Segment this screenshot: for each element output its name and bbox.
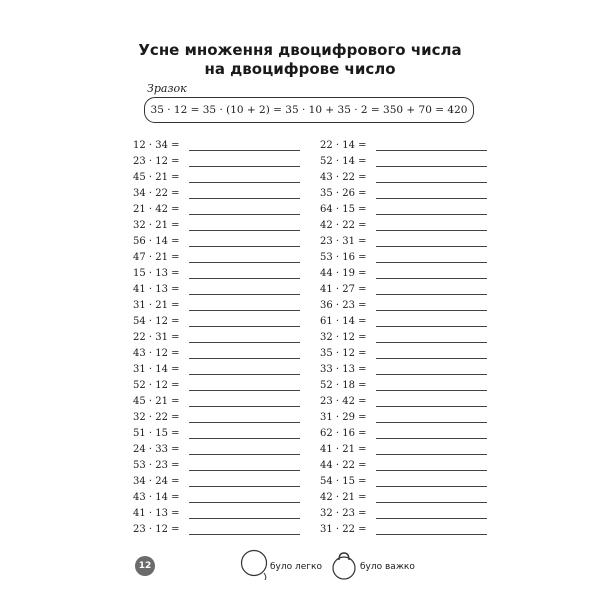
answer-line[interactable] xyxy=(189,150,300,151)
exercise-expression: 15 · 13 = xyxy=(133,268,180,279)
exercise-expression: 41 · 13 = xyxy=(133,508,180,519)
answer-line[interactable] xyxy=(189,486,300,487)
answer-line[interactable] xyxy=(376,278,487,279)
answer-line[interactable] xyxy=(189,294,300,295)
exercise-expression: 31 · 22 = xyxy=(320,524,367,535)
exercise-row xyxy=(133,410,180,426)
answer-line[interactable] xyxy=(189,438,300,439)
exercise-row xyxy=(133,426,180,442)
exercise-expression: 43 · 14 = xyxy=(133,492,180,503)
answer-line[interactable] xyxy=(189,230,300,231)
exercise-row xyxy=(133,234,180,250)
answer-line[interactable] xyxy=(189,470,300,471)
exercise-expression: 43 · 12 = xyxy=(133,348,180,359)
answer-line[interactable] xyxy=(376,470,487,471)
answer-line[interactable] xyxy=(376,518,487,519)
exercise-row xyxy=(133,298,180,314)
exercise-expression: 54 · 12 = xyxy=(133,316,180,327)
answer-line[interactable] xyxy=(376,182,487,183)
answer-line[interactable] xyxy=(189,214,300,215)
exercise-row xyxy=(320,410,367,426)
exercise-expression: 47 · 21 = xyxy=(133,252,180,263)
easy-label: було легко xyxy=(270,562,322,572)
exercise-expression: 32 · 22 = xyxy=(133,412,180,423)
left-column xyxy=(133,138,180,538)
exercise-row xyxy=(133,394,180,410)
exercise-row xyxy=(320,378,367,394)
answer-line[interactable] xyxy=(376,310,487,311)
answer-line[interactable] xyxy=(376,406,487,407)
exercise-row xyxy=(320,250,367,266)
exercise-expression: 44 · 22 = xyxy=(320,460,367,471)
exercise-expression: 53 · 23 = xyxy=(133,460,180,471)
exercise-expression: 23 · 31 = xyxy=(320,236,367,247)
exercise-expression: 62 · 16 = xyxy=(320,428,367,439)
answer-line[interactable] xyxy=(189,310,300,311)
exercise-row xyxy=(133,314,180,330)
hard-label: було важко xyxy=(360,562,415,572)
exercise-row xyxy=(133,346,180,362)
exercise-row xyxy=(133,154,180,170)
exercise-expression: 52 · 12 = xyxy=(133,380,180,391)
exercise-expression: 33 · 13 = xyxy=(320,364,367,375)
page-title-line-2: на двоцифрове число xyxy=(204,60,396,78)
exercise-row xyxy=(320,442,367,458)
exercise-row xyxy=(133,362,180,378)
exercise-row xyxy=(133,458,180,474)
exercise-row xyxy=(320,202,367,218)
exercise-row xyxy=(133,218,180,234)
exercise-row xyxy=(320,490,367,506)
exercise-row xyxy=(320,522,367,538)
exercise-expression: 31 · 14 = xyxy=(133,364,180,375)
answer-line[interactable] xyxy=(376,438,487,439)
kettlebell-icon[interactable] xyxy=(330,551,358,581)
exercise-expression: 24 · 33 = xyxy=(133,444,180,455)
answer-line[interactable] xyxy=(376,214,487,215)
answer-line[interactable] xyxy=(189,342,300,343)
exercise-row xyxy=(320,506,367,522)
answer-line[interactable] xyxy=(189,246,300,247)
exercise-row xyxy=(320,218,367,234)
exercise-row xyxy=(320,154,367,170)
exercise-expression: 64 · 15 = xyxy=(320,204,367,215)
exercise-expression: 35 · 26 = xyxy=(320,188,367,199)
exercise-expression: 41 · 27 = xyxy=(320,284,367,295)
answer-line[interactable] xyxy=(189,454,300,455)
exercise-expression: 61 · 14 = xyxy=(320,316,367,327)
exercise-expression: 43 · 22 = xyxy=(320,172,367,183)
answer-line[interactable] xyxy=(189,262,300,263)
sample-text: 35 · 12 = 35 · (10 + 2) = 35 · 10 + 35 · 2 = 350 + 70 = 420 xyxy=(150,104,468,116)
exercise-expression: 34 · 24 = xyxy=(133,476,180,487)
exercise-expression: 52 · 18 = xyxy=(320,380,367,391)
exercise-row xyxy=(133,282,180,298)
exercise-expression: 44 · 19 = xyxy=(320,268,367,279)
exercise-expression: 32 · 23 = xyxy=(320,508,367,519)
answer-line[interactable] xyxy=(376,534,487,535)
exercise-row xyxy=(320,346,367,362)
exercise-row xyxy=(320,394,367,410)
exercise-row xyxy=(133,138,180,154)
exercise-expression: 41 · 21 = xyxy=(320,444,367,455)
exercise-row xyxy=(133,442,180,458)
exercise-expression: 45 · 21 = xyxy=(133,172,180,183)
exercise-row xyxy=(133,202,180,218)
exercise-row xyxy=(320,426,367,442)
sample-label: Зразок xyxy=(147,82,187,95)
answer-line[interactable] xyxy=(189,374,300,375)
answer-line[interactable] xyxy=(189,326,300,327)
answer-line[interactable] xyxy=(376,374,487,375)
exercise-row xyxy=(320,314,367,330)
answer-line[interactable] xyxy=(376,342,487,343)
answer-line[interactable] xyxy=(376,422,487,423)
answer-line[interactable] xyxy=(189,422,300,423)
exercise-expression: 53 · 16 = xyxy=(320,252,367,263)
exercise-expression: 22 · 31 = xyxy=(133,332,180,343)
exercise-row xyxy=(133,378,180,394)
exercise-expression: 41 · 13 = xyxy=(133,284,180,295)
answer-line[interactable] xyxy=(376,326,487,327)
exercise-row xyxy=(320,458,367,474)
exercise-row xyxy=(320,474,367,490)
exercise-row xyxy=(320,330,367,346)
exercise-expression: 35 · 12 = xyxy=(320,348,367,359)
exercise-row xyxy=(320,266,367,282)
right-column xyxy=(320,138,367,538)
exercise-row xyxy=(133,522,180,538)
exercise-expression: 23 · 42 = xyxy=(320,396,367,407)
answer-line[interactable] xyxy=(376,454,487,455)
answer-line[interactable] xyxy=(376,294,487,295)
exercise-row xyxy=(320,186,367,202)
exercise-row xyxy=(320,298,367,314)
exercise-expression: 36 · 23 = xyxy=(320,300,367,311)
answer-line[interactable] xyxy=(376,246,487,247)
exercise-row xyxy=(133,330,180,346)
page-title-line-1: Усне множення двоцифрового числа xyxy=(138,41,462,59)
exercise-expression: 51 · 15 = xyxy=(133,428,180,439)
answer-line[interactable] xyxy=(376,358,487,359)
answer-line[interactable] xyxy=(376,166,487,167)
exercise-expression: 32 · 21 = xyxy=(133,220,180,231)
exercise-expression: 31 · 21 = xyxy=(133,300,180,311)
exercise-expression: 12 · 34 = xyxy=(133,140,180,151)
exercise-expression: 54 · 15 = xyxy=(320,476,367,487)
exercise-row xyxy=(133,266,180,282)
exercise-row xyxy=(320,170,367,186)
answer-line[interactable] xyxy=(189,198,300,199)
exercise-expression: 42 · 22 = xyxy=(320,220,367,231)
sample-box xyxy=(144,97,474,123)
answer-line[interactable] xyxy=(376,150,487,151)
answer-line[interactable] xyxy=(189,406,300,407)
exercise-expression: 34 · 22 = xyxy=(133,188,180,199)
answer-line[interactable] xyxy=(376,486,487,487)
exercise-row xyxy=(320,138,367,154)
exercise-expression: 45 · 21 = xyxy=(133,396,180,407)
exercise-row xyxy=(133,170,180,186)
exercise-row xyxy=(133,186,180,202)
answer-line[interactable] xyxy=(376,262,487,263)
exercise-row xyxy=(133,250,180,266)
answer-line[interactable] xyxy=(376,502,487,503)
exercise-expression: 23 · 12 = xyxy=(133,156,180,167)
exercise-row xyxy=(133,506,180,522)
answer-line[interactable] xyxy=(376,390,487,391)
answer-line[interactable] xyxy=(189,278,300,279)
exercise-expression: 22 · 14 = xyxy=(320,140,367,151)
exercise-expression: 32 · 12 = xyxy=(320,332,367,343)
exercise-expression: 42 · 21 = xyxy=(320,492,367,503)
answer-line[interactable] xyxy=(189,166,300,167)
exercise-expression: 23 · 12 = xyxy=(133,524,180,535)
exercise-expression: 21 · 42 = xyxy=(133,204,180,215)
empty-circle-icon[interactable] xyxy=(240,545,270,580)
answer-line[interactable] xyxy=(376,198,487,199)
exercise-expression: 56 · 14 = xyxy=(133,236,180,247)
exercise-row xyxy=(320,362,367,378)
answer-line[interactable] xyxy=(189,534,300,535)
exercise-row xyxy=(320,282,367,298)
answer-line[interactable] xyxy=(189,358,300,359)
answer-line[interactable] xyxy=(189,518,300,519)
exercise-row xyxy=(133,474,180,490)
exercise-row xyxy=(133,490,180,506)
answer-line[interactable] xyxy=(189,182,300,183)
answer-line[interactable] xyxy=(189,390,300,391)
exercise-row xyxy=(320,234,367,250)
answer-line[interactable] xyxy=(376,230,487,231)
page-number: 12 xyxy=(135,556,155,576)
answer-line[interactable] xyxy=(189,502,300,503)
exercise-expression: 52 · 14 = xyxy=(320,156,367,167)
exercise-expression: 31 · 29 = xyxy=(320,412,367,423)
